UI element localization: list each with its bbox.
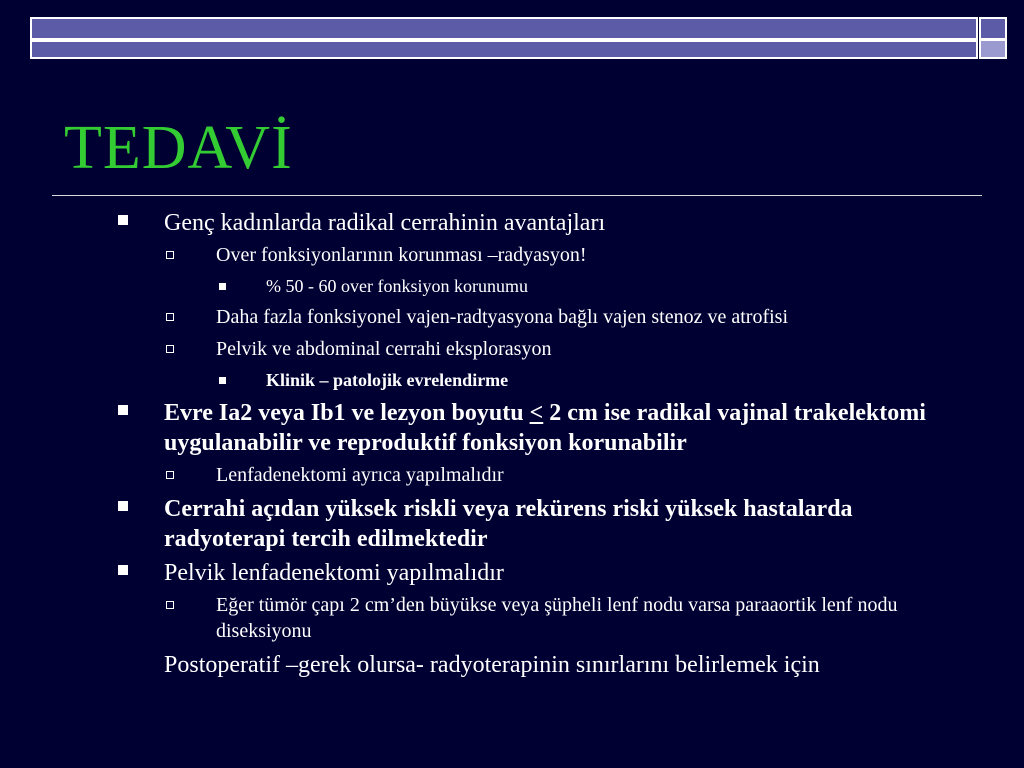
sub-bullet-text: Pelvik ve abdominal cerrahi eksplorasyon (216, 338, 552, 360)
bullet-text: Cerrahi açıdan yüksek riskli veya rekürens riski yüksek hastalarda radyoterapi tercih edilmektedir (164, 496, 853, 552)
bullet-item (0, 208, 954, 238)
sub-sub-bullet-item (0, 368, 1024, 392)
sub-bullet-text: Eğer tümör çapı 2 cm’den büyükse veya şüpheli lenf nodu varsa paraaortik lenf nodu diseksiyonu (216, 594, 898, 642)
bullet-text-part: 2 cm ise radikal vajinal trakelektomi uygulanabilir ve reproduktif fonksiyon korunabilir (164, 400, 926, 456)
header-bar-top (32, 19, 976, 38)
square-bullet-icon (118, 565, 128, 575)
hollow-square-bullet-icon (166, 471, 174, 479)
slide-title: TEDAVİ (64, 114, 293, 182)
sub-bullet-text: Lenfadenektomi ayrıca yapılmalıdır (216, 464, 504, 486)
hollow-square-bullet-icon (166, 313, 174, 321)
bullet-text: Genç kadınlarda radikal cerrahinin avantajları (164, 210, 606, 236)
square-bullet-icon (219, 377, 226, 384)
square-bullet-icon (219, 283, 226, 290)
sub-bullet-item (0, 304, 976, 330)
square-bullet-icon (118, 405, 128, 415)
sub-sub-bullet-text: Klinik – patolojik evrelendirme (266, 370, 509, 390)
bullet-text: Pelvik lenfadenektomi yapılmalıdır (164, 560, 504, 586)
hollow-square-bullet-icon (166, 345, 174, 353)
slide-body (0, 208, 1024, 680)
sub-bullet-text: Daha fazla fonksiyonel vajen-radtyasyona bağlı vajen stenoz ve atrofisi (216, 306, 789, 328)
sub-bullet-item (0, 462, 976, 488)
bullet-item (0, 398, 954, 458)
sub-bullet-text: Over fonksiyonlarının korunması –radyasyon! (216, 244, 587, 266)
paragraph-text: Postoperatif –gerek olursa- radyoterapinin sınırlarını belirlemek için (164, 652, 820, 678)
sub-bullet-item (0, 592, 916, 644)
header-square-bottom (981, 41, 1005, 57)
less-equal-symbol: < (529, 400, 544, 426)
square-bullet-icon (118, 215, 128, 225)
header-bar-bottom (32, 42, 976, 57)
bullet-item (0, 558, 954, 588)
sub-sub-bullet-item (0, 274, 1024, 298)
bullet-item (0, 494, 954, 554)
bullet-text-part: Evre Ia2 veya Ib1 ve lezyon boyutu (164, 400, 530, 426)
square-bullet-icon (118, 501, 128, 511)
header-square-top (981, 19, 1005, 38)
sub-bullet-item (0, 336, 976, 362)
sub-sub-bullet-text: % 50 - 60 over fonksiyon korunumu (266, 276, 528, 296)
sub-bullet-item (0, 242, 976, 268)
hollow-square-bullet-icon (166, 251, 174, 259)
title-divider (52, 195, 982, 196)
hollow-square-bullet-icon (166, 601, 174, 609)
